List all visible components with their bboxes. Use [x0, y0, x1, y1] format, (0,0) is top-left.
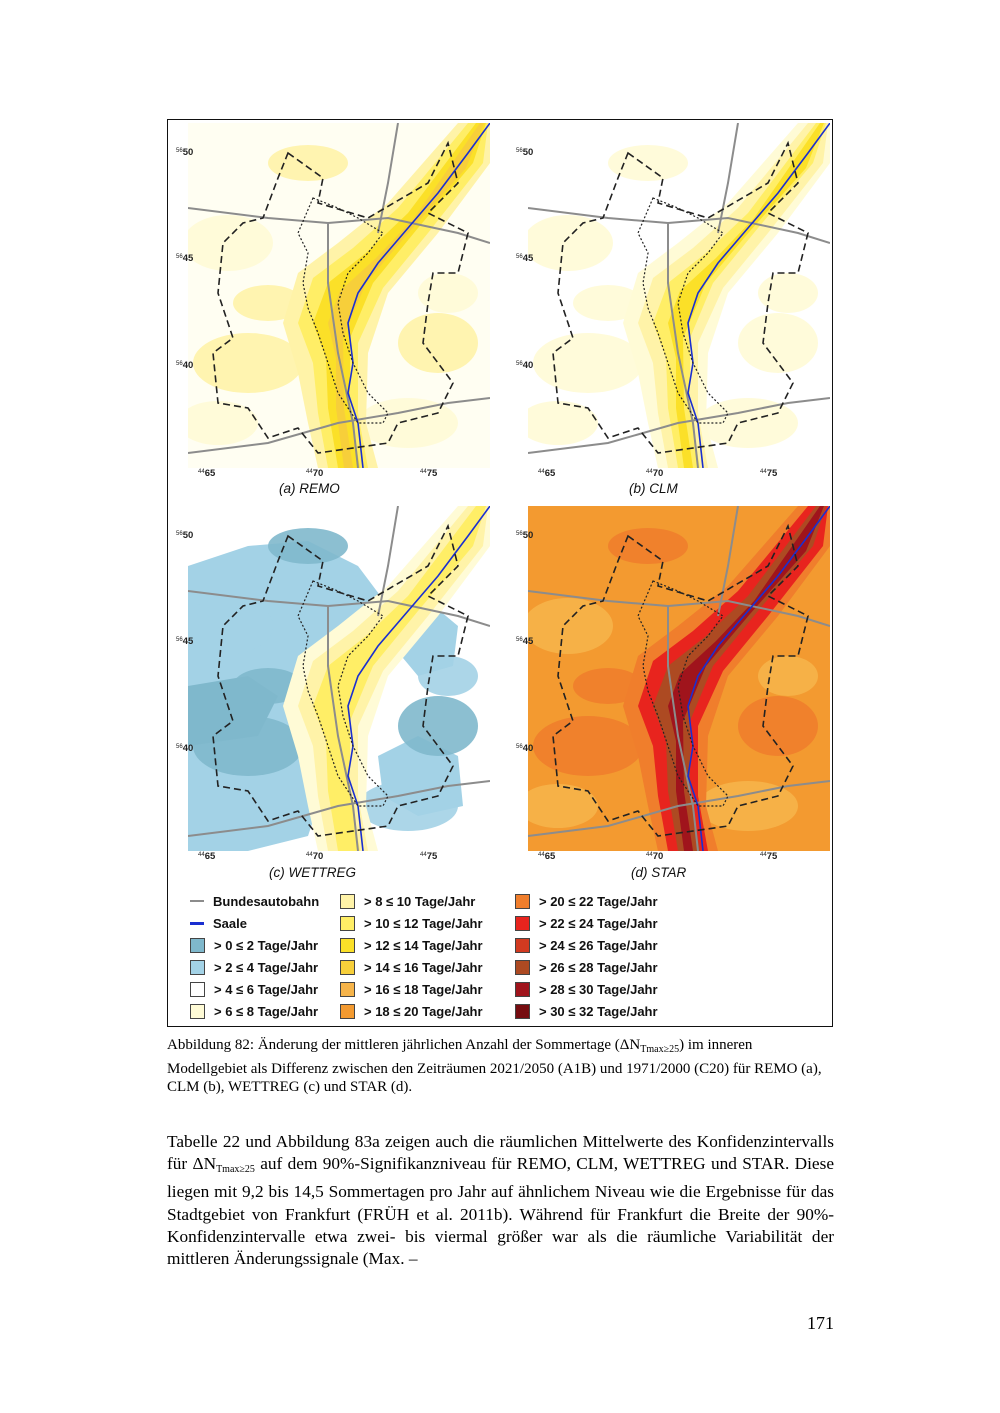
legend	[168, 884, 833, 1024]
color-swatch	[190, 960, 205, 975]
x-tick-label: $^{44}$65	[198, 468, 216, 479]
x-tick-label: $^{44}$75	[420, 851, 438, 862]
legend-item	[515, 1001, 658, 1021]
color-swatch	[515, 960, 530, 975]
color-swatch	[340, 982, 355, 997]
legend-label: > 24 ≤ 26 Tage/Jahr	[539, 937, 658, 953]
figure-caption	[167, 1036, 834, 1097]
class-area	[608, 145, 688, 181]
legend-label: > 8 ≤ 10 Tage/Jahr	[364, 893, 476, 909]
legend-label: > 26 ≤ 28 Tage/Jahr	[539, 959, 658, 975]
legend-item	[340, 935, 483, 955]
color-swatch	[515, 938, 530, 953]
y-tick-label: $^{56}$45	[516, 253, 534, 264]
page-number: 171	[807, 1313, 834, 1333]
class-area	[608, 528, 688, 564]
color-swatch	[515, 894, 530, 909]
legend-label: Saale	[213, 915, 247, 931]
saale-line-swatch	[190, 922, 204, 925]
y-tick-label: $^{56}$40	[516, 360, 534, 371]
legend-label: > 16 ≤ 18 Tage/Jahr	[364, 981, 483, 997]
legend-item	[340, 891, 475, 911]
figure-82	[167, 119, 833, 1027]
paragraph-text-end: auf dem 90%-Signifikanzniveau für REMO, CLM, WETTREG und STAR. Diese liegen mit 9,2 bis 14,5 Sommertagen pro Jahr auf ähnlichem Niveau wie die Ergebnisse für das Stadtgebiet von Frankfurt (FRÜH et al. 2011b). Während für Frankfurt die Breite der 90%-Konfidenzintervalle etwa zwei- bis viermal größer war als die räumliche Variabilität der mittleren Änderungssignale (Max. –	[167, 1154, 834, 1269]
color-swatch	[340, 960, 355, 975]
y-tick-label: $^{56}$40	[176, 360, 194, 371]
class-area	[738, 313, 818, 373]
class-area	[398, 313, 478, 373]
map-panel-star	[528, 506, 830, 851]
x-tick-label: $^{44}$75	[760, 468, 778, 479]
class-area	[268, 528, 348, 564]
panel-title-star: (d) STAR	[631, 865, 687, 880]
color-swatch	[340, 894, 355, 909]
y-tick-label: $^{56}$50	[176, 147, 194, 158]
caption-text-end: ) im inneren Modellgebiet als Differenz zwischen den Zeiträumen 2021/2050 (A1B) und 1971/2000 (C20) für REMO (a), CLM (b), WETTREG (c) und STAR (d).	[167, 1037, 822, 1095]
legend-item	[515, 891, 658, 911]
y-tick-label: $^{56}$45	[516, 636, 534, 647]
legend-item	[515, 957, 658, 977]
class-area	[398, 696, 478, 756]
x-tick-label: $^{44}$65	[198, 851, 216, 862]
color-swatch	[340, 938, 355, 953]
legend-item	[340, 979, 483, 999]
x-tick-label: $^{44}$65	[538, 468, 556, 479]
legend-item	[190, 1001, 318, 1021]
legend-label: > 6 ≤ 8 Tage/Jahr	[214, 1003, 319, 1019]
x-tick-label: $^{44}$75	[420, 468, 438, 479]
legend-label: > 4 ≤ 6 Tage/Jahr	[214, 981, 319, 997]
map-panel-wettreg	[188, 506, 490, 851]
legend-item	[515, 935, 658, 955]
color-swatch	[190, 982, 205, 997]
map-panel-clm	[528, 123, 830, 468]
legend-item	[340, 957, 483, 977]
panel-title-remo: (a) REMO	[279, 481, 340, 496]
legend-label: > 14 ≤ 16 Tage/Jahr	[364, 959, 483, 975]
color-swatch	[340, 1004, 355, 1019]
x-tick-label: $^{44}$65	[538, 851, 556, 862]
panel-title-clm: (b) CLM	[629, 481, 678, 496]
y-tick-label: $^{56}$50	[516, 530, 534, 541]
y-tick-label: $^{56}$50	[176, 530, 194, 541]
map-star	[528, 506, 830, 851]
x-tick-label: $^{44}$70	[306, 468, 324, 479]
caption-text: Abbildung 82: Änderung der mittleren jährlichen Anzahl der Sommertage (ΔN	[167, 1037, 641, 1053]
class-area	[268, 145, 348, 181]
x-tick-label: $^{44}$70	[646, 468, 664, 479]
legend-label: > 22 ≤ 24 Tage/Jahr	[539, 915, 658, 931]
autobahn-line-swatch	[190, 900, 204, 902]
class-area	[193, 333, 303, 393]
legend-label: Bundesautobahn	[213, 893, 320, 909]
class-area	[193, 716, 303, 776]
color-swatch	[515, 982, 530, 997]
color-swatch	[515, 916, 530, 931]
y-tick-label: $^{56}$40	[176, 743, 194, 754]
body-paragraph	[167, 1131, 834, 1270]
y-tick-label: $^{56}$45	[176, 636, 194, 647]
legend-label: > 20 ≤ 22 Tage/Jahr	[539, 893, 658, 909]
paragraph-text: Tabelle 22 und Abbildung 83a zeigen auch die räumlichen Mittelwerte des Konfidenzintervalls für ΔN	[167, 1132, 834, 1174]
legend-item	[190, 979, 318, 999]
legend-label: > 18 ≤ 20 Tage/Jahr	[364, 1003, 483, 1019]
color-swatch	[340, 916, 355, 931]
x-tick-label: $^{44}$70	[306, 851, 324, 862]
legend-label: > 0 ≤ 2 Tage/Jahr	[214, 937, 319, 953]
legend-label: > 10 ≤ 12 Tage/Jahr	[364, 915, 483, 931]
legend-label: > 2 ≤ 4 Tage/Jahr	[214, 959, 319, 975]
map-remo	[188, 123, 490, 468]
legend-item-saale	[190, 913, 247, 933]
color-swatch	[515, 1004, 530, 1019]
class-area	[533, 716, 643, 776]
paragraph-subscript: Tmax≥25	[216, 1164, 255, 1176]
legend-item	[515, 913, 658, 933]
class-area	[533, 333, 643, 393]
legend-label: > 30 ≤ 32 Tage/Jahr	[539, 1003, 658, 1019]
legend-item	[190, 935, 318, 955]
map-panel-remo	[188, 123, 490, 468]
legend-item	[340, 1001, 483, 1021]
x-tick-label: $^{44}$70	[646, 851, 664, 862]
caption-subscript: Tmax≥25	[640, 1044, 680, 1055]
color-swatch	[190, 938, 205, 953]
x-tick-label: $^{44}$75	[760, 851, 778, 862]
legend-item	[515, 979, 658, 999]
legend-item	[190, 957, 318, 977]
legend-item	[340, 913, 483, 933]
map-clm	[528, 123, 830, 468]
map-wettreg	[188, 506, 490, 851]
y-tick-label: $^{56}$45	[176, 253, 194, 264]
color-swatch	[190, 1004, 205, 1019]
y-tick-label: $^{56}$50	[516, 147, 534, 158]
panel-title-wettreg: (c) WETTREG	[269, 865, 356, 880]
legend-label: > 28 ≤ 30 Tage/Jahr	[539, 981, 658, 997]
y-tick-label: $^{56}$40	[516, 743, 534, 754]
class-area	[738, 696, 818, 756]
legend-label: > 12 ≤ 14 Tage/Jahr	[364, 937, 483, 953]
legend-item-autobahn	[190, 891, 319, 911]
